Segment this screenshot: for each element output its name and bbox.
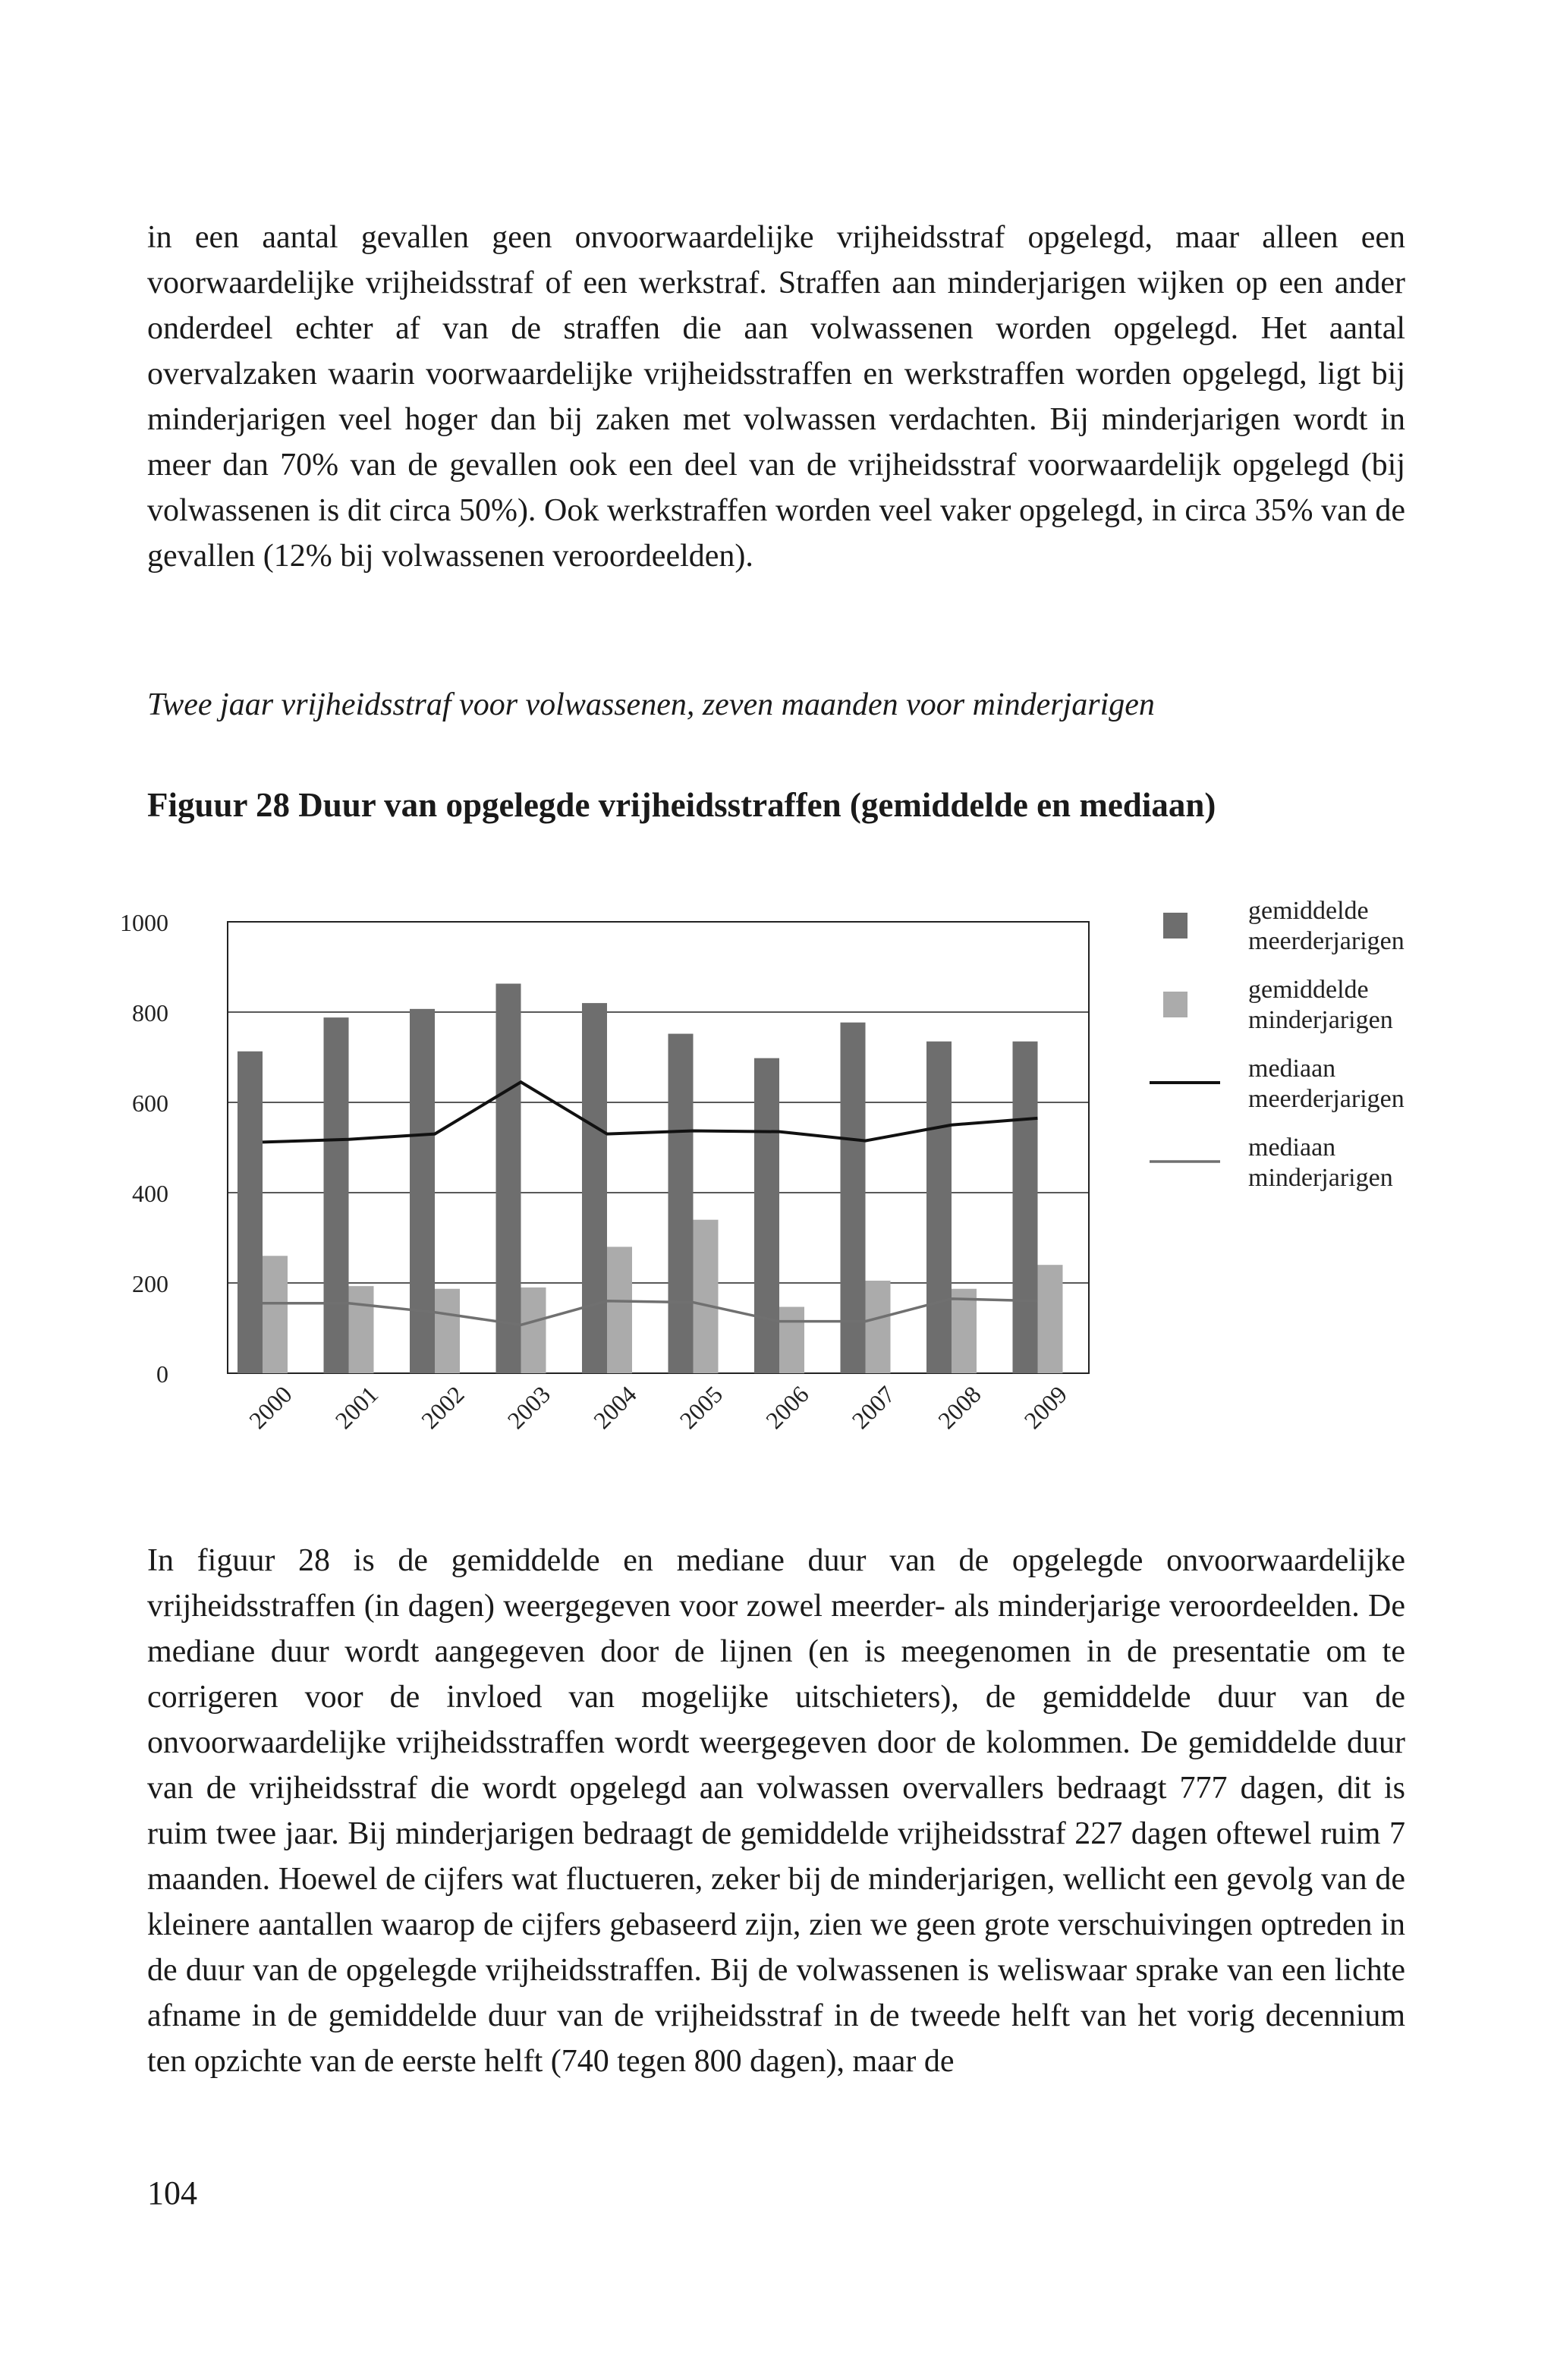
bar-gemiddelde-minderjarigen bbox=[779, 1307, 804, 1373]
legend-label: gemiddelde bbox=[1248, 976, 1369, 1004]
x-tick-label: 2001 bbox=[329, 1380, 384, 1435]
x-tick-label: 2007 bbox=[846, 1380, 901, 1435]
bar-line-chart bbox=[114, 884, 1434, 1483]
bar-gemiddelde-meerderjarigen bbox=[582, 1003, 607, 1373]
legend-swatch bbox=[1163, 913, 1188, 938]
legend-label: minderjarigen bbox=[1248, 1164, 1393, 1192]
y-tick-label: 800 bbox=[132, 999, 168, 1027]
bar-gemiddelde-meerderjarigen bbox=[668, 1034, 694, 1373]
legend-label: minderjarigen bbox=[1248, 1006, 1393, 1034]
bar-gemiddelde-minderjarigen bbox=[694, 1220, 719, 1373]
chart-y-axis bbox=[120, 909, 168, 1388]
bar-gemiddelde-meerderjarigen bbox=[238, 1052, 263, 1373]
chart-bars bbox=[238, 984, 1063, 1373]
y-tick-label: 400 bbox=[132, 1180, 168, 1207]
legend-label: meerderjarigen bbox=[1248, 927, 1405, 955]
figure-title: Figuur 28 Duur van opgelegde vrijheidsstraffen (gemiddelde en mediaan) bbox=[147, 786, 1216, 824]
line-mediaan-minderjarigen bbox=[263, 1299, 1038, 1325]
x-tick-label: 2005 bbox=[674, 1380, 728, 1435]
bar-gemiddelde-minderjarigen bbox=[435, 1289, 460, 1373]
bar-gemiddelde-meerderjarigen bbox=[754, 1058, 779, 1373]
paragraph-intro: in een aantal gevallen geen onvoorwaardelijke vrijheidsstraf opgelegd, maar alleen een voorwaardelijke vrijheidsstraf of een werkstraf. Straffen aan minderjarigen wijken op een ander onderdeel echter af van de straffen die aan volwassenen worden opgelegd. Het aantal overvalzaken waarin voorwaardelijke vrijheidsstraffen en werkstraffen worden opgelegd, ligt bij minderjarigen veel hoger dan bij zaken met volwassen verdachten. Bij minderjarigen wordt in meer dan 70% van de gevallen ook een deel van de vrijheidsstraf voorwaardelijk opgelegd (bij volwassenen is dit circa 50%). Ook werkstraffen worden veel vaker opgelegd, in circa 35% van de gevallen (12% bij volwassenen veroordeelden). bbox=[147, 220, 1405, 574]
legend-label: mediaan bbox=[1248, 1133, 1336, 1162]
x-tick-label: 2006 bbox=[760, 1380, 814, 1435]
y-tick-label: 0 bbox=[156, 1360, 168, 1388]
bar-gemiddelde-meerderjarigen bbox=[410, 1009, 435, 1373]
bar-gemiddelde-minderjarigen bbox=[521, 1287, 546, 1373]
bar-gemiddelde-minderjarigen bbox=[349, 1286, 374, 1373]
y-tick-label: 200 bbox=[132, 1270, 168, 1297]
line-mediaan-meerderjarigen bbox=[263, 1082, 1038, 1142]
x-tick-label: 2002 bbox=[415, 1380, 470, 1435]
legend-label: meerderjarigen bbox=[1248, 1085, 1405, 1113]
section-heading: Twee jaar vrijheidsstraf voor volwassenen, zeven maanden voor minderjarigen bbox=[147, 687, 1155, 722]
bar-gemiddelde-minderjarigen bbox=[952, 1289, 977, 1373]
chart-legend bbox=[1150, 897, 1405, 1192]
chart-x-axis bbox=[244, 1380, 1072, 1434]
legend-swatch bbox=[1163, 992, 1188, 1017]
y-tick-label: 1000 bbox=[120, 909, 168, 936]
y-tick-label: 600 bbox=[132, 1089, 168, 1117]
bar-gemiddelde-minderjarigen bbox=[263, 1256, 288, 1373]
x-tick-label: 2004 bbox=[587, 1380, 642, 1435]
bar-gemiddelde-meerderjarigen bbox=[926, 1042, 952, 1373]
x-tick-label: 2003 bbox=[502, 1380, 556, 1435]
legend-label: gemiddelde bbox=[1248, 897, 1369, 925]
chart-lines bbox=[263, 1082, 1038, 1325]
bar-gemiddelde-minderjarigen bbox=[607, 1247, 632, 1373]
x-tick-label: 2009 bbox=[1018, 1380, 1073, 1435]
bar-gemiddelde-meerderjarigen bbox=[1013, 1042, 1038, 1373]
bar-gemiddelde-meerderjarigen bbox=[324, 1017, 349, 1373]
bar-gemiddelde-minderjarigen bbox=[866, 1281, 891, 1373]
page-number: 104 bbox=[147, 2174, 197, 2212]
legend-label: mediaan bbox=[1248, 1055, 1336, 1083]
bar-gemiddelde-meerderjarigen bbox=[496, 984, 521, 1373]
x-tick-label: 2008 bbox=[932, 1380, 986, 1435]
paragraph-figure-explanation: In figuur 28 is de gemiddelde en mediane duur van de opgelegde onvoorwaardelijke vrijheidsstraffen (in dagen) weergegeven voor zowel meerder- als minderjarige veroordeelden. De mediane duur wordt aangegeven door de lijnen (en is meegenomen in de presentatie om te corrigeren voor de invloed van mogelijke uitschieters), de gemiddelde duur van de onvoorwaardelijke vrijheidsstraffen wordt weergegeven door de kolommen. De gemiddelde duur van de vrijheidsstraf die wordt opgelegd aan volwassen overvallers bedraagt 777 dagen, dit is ruim twee jaar. Bij minderjarigen bedraagt de gemiddelde vrijheidsstraf 227 dagen oftewel ruim 7 maanden. Hoewel de cijfers wat fluctueren, zeker bij de minderjarigen, wellicht een gevolg van de kleinere aantallen waarop de cijfers gebaseerd zijn, zien we geen grote verschuivingen optreden in de duur van de opgelegde vrijheidsstraffen. Bij de volwassenen is weliswaar sprake van een lichte afname in de gemiddelde duur van de vrijheidsstraf in de tweede helft van het vorig decennium ten opzichte van de eerste helft (740 tegen 800 dagen), maar de bbox=[147, 1543, 1405, 2079]
x-tick-label: 2000 bbox=[243, 1380, 297, 1435]
bar-gemiddelde-minderjarigen bbox=[1038, 1265, 1063, 1373]
